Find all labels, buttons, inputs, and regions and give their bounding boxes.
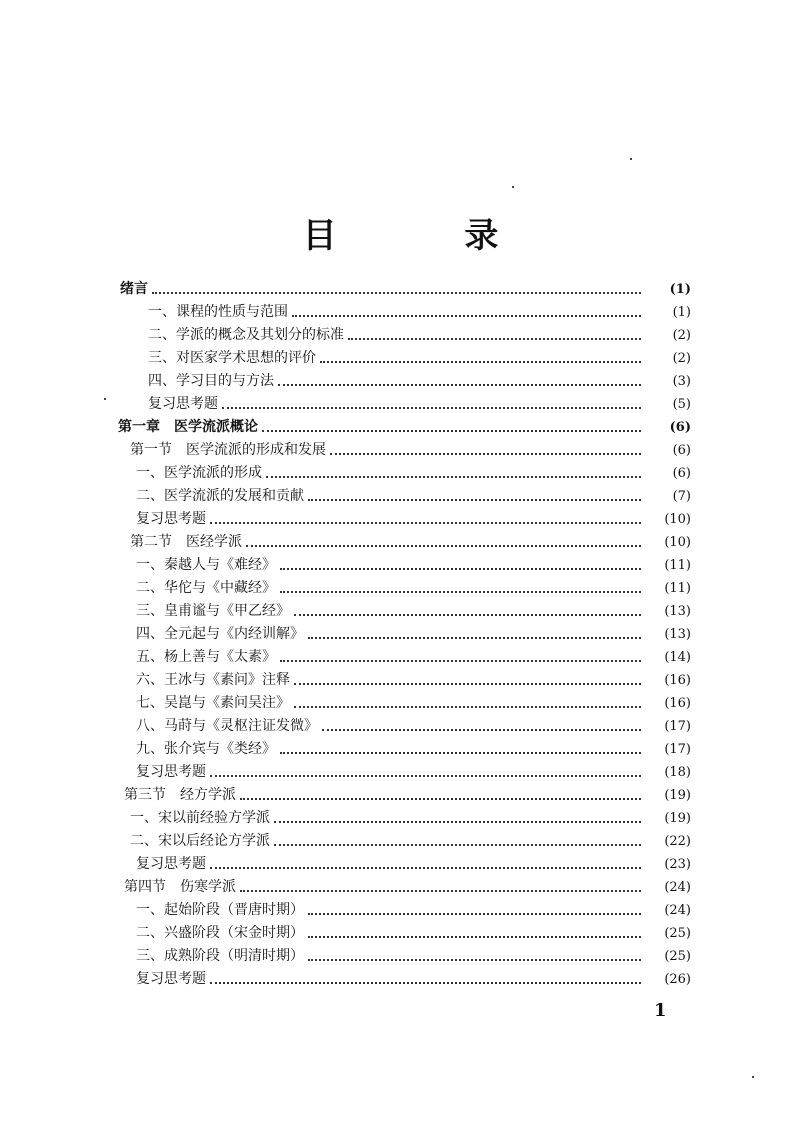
- toc-entry: [136, 623, 691, 645]
- toc-entry-label: 第一节 医学流派的形成和发展: [130, 442, 326, 458]
- toc-entry-label: 三、皇甫谧与《甲乙经》: [136, 603, 290, 619]
- toc-entry-page: (24): [664, 903, 691, 918]
- leader-dots: [210, 855, 641, 869]
- leader-dots: [280, 579, 641, 593]
- toc-entry: [136, 669, 691, 691]
- scan-speck: [512, 186, 514, 188]
- leader-dots: [322, 717, 641, 731]
- toc-entry-page: (2): [672, 328, 691, 343]
- toc-entry-page: (22): [664, 834, 691, 849]
- toc-entry-label: 一、医学流派的形成: [136, 465, 262, 481]
- leader-dots: [152, 280, 641, 294]
- leader-dots: [274, 809, 641, 823]
- scan-speck: [104, 398, 106, 400]
- leader-dots: [210, 970, 641, 984]
- toc-section-entry: [130, 439, 691, 461]
- toc-entry: [148, 301, 691, 323]
- toc-entry: [136, 554, 691, 576]
- toc-entry-label: 四、学习目的与方法: [148, 373, 274, 389]
- toc-entry-label: 九、张介宾与《类经》: [136, 741, 276, 757]
- toc-entry: [148, 370, 691, 392]
- toc-entry-label: 一、课程的性质与范围: [148, 304, 288, 320]
- toc-section-entry: [124, 784, 691, 806]
- toc-entry-page: (16): [664, 673, 691, 688]
- toc-entry-page: (5): [672, 397, 691, 412]
- toc-section-entry: [124, 876, 691, 898]
- toc-entry-label: 四、全元起与《内经训解》: [136, 626, 304, 642]
- leader-dots: [280, 648, 641, 662]
- toc-entry-page: (13): [664, 604, 691, 619]
- toc-entry-page: (24): [664, 880, 691, 895]
- toc-entry-label: 三、成熟阶段（明清时期）: [136, 948, 304, 964]
- toc-entry: [136, 738, 691, 760]
- leader-dots: [266, 464, 641, 478]
- leader-dots: [262, 418, 641, 432]
- toc-entry-page: (13): [664, 627, 691, 642]
- toc-entry-page: (16): [664, 696, 691, 711]
- toc-entry-page: (17): [664, 742, 691, 757]
- leader-dots: [308, 924, 641, 938]
- toc-entry-page: (3): [672, 374, 691, 389]
- toc-entry: [148, 347, 691, 369]
- leader-dots: [294, 671, 641, 685]
- leader-dots: [240, 786, 641, 800]
- leader-dots: [210, 510, 641, 524]
- toc-entry-label: 二、医学流派的发展和贡献: [136, 488, 304, 504]
- leader-dots: [222, 395, 641, 409]
- toc-entry-label: 一、秦越人与《难经》: [136, 557, 276, 573]
- toc-entry-label: 二、兴盛阶段（宋金时期）: [136, 925, 304, 941]
- toc-entry-label: 二、华佗与《中藏经》: [136, 580, 276, 596]
- leader-dots: [280, 740, 641, 754]
- toc-entry-page: (10): [664, 535, 691, 550]
- toc-entry: [148, 324, 691, 346]
- toc-entry: [136, 462, 691, 484]
- toc-entry-page: (11): [664, 581, 691, 596]
- leader-dots: [274, 832, 641, 846]
- toc-entry: [136, 600, 691, 622]
- toc-entry: [136, 508, 691, 530]
- toc-entry-page: (25): [664, 926, 691, 941]
- toc-entry-label: 第二节 医经学派: [130, 534, 242, 550]
- toc-entry-label: 二、宋以后经论方学派: [130, 833, 270, 849]
- toc-entry-page: (10): [664, 512, 691, 527]
- toc-entry-label: 绪言: [120, 281, 148, 297]
- toc-entry: [136, 853, 691, 875]
- toc-entry-label: 八、马莳与《灵枢注证发微》: [136, 718, 318, 734]
- toc-entry: [136, 692, 691, 714]
- leader-dots: [308, 625, 641, 639]
- toc-entry-label: 第三节 经方学派: [124, 787, 236, 803]
- toc-entry: [148, 393, 691, 415]
- toc-entry-label: 复习思考题: [136, 971, 206, 987]
- leader-dots: [330, 441, 641, 455]
- toc-entry-label: 二、学派的概念及其划分的标准: [148, 327, 344, 343]
- toc-entry-page: (18): [664, 765, 691, 780]
- scan-speck: [752, 1076, 754, 1078]
- toc-entry-label: 一、起始阶段（晋唐时期）: [136, 902, 304, 918]
- toc-entry: [136, 485, 691, 507]
- leader-dots: [278, 372, 641, 386]
- toc-entry-label: 第一章 医学流派概论: [118, 419, 258, 435]
- leader-dots: [308, 947, 641, 961]
- toc-entry-page: (19): [664, 788, 691, 803]
- leader-dots: [308, 901, 641, 915]
- toc-entry: [136, 577, 691, 599]
- toc-entry: [136, 715, 691, 737]
- toc-entry-label: 六、王冰与《素问》注释: [136, 672, 290, 688]
- toc-entry-label: 第四节 伤寒学派: [124, 879, 236, 895]
- toc-entry-page: (1): [669, 282, 691, 297]
- leader-dots: [320, 349, 641, 363]
- toc-entry: [136, 899, 691, 921]
- leader-dots: [292, 303, 641, 317]
- leader-dots: [294, 602, 641, 616]
- toc-entry: [136, 922, 691, 944]
- toc-entry: [130, 807, 691, 829]
- page-number: 1: [654, 1000, 667, 1021]
- toc-entry-page: (6): [672, 466, 691, 481]
- toc-entry-page: (19): [664, 811, 691, 826]
- toc-entry-page: (2): [672, 351, 691, 366]
- toc-entry-label: 复习思考题: [136, 764, 206, 780]
- leader-dots: [294, 694, 641, 708]
- toc-entry: [136, 646, 691, 668]
- scan-speck: [630, 158, 632, 160]
- toc-entry-label: 复习思考题: [136, 856, 206, 872]
- toc-entry-label: 一、宋以前经验方学派: [130, 810, 270, 826]
- toc-entry: [136, 945, 691, 967]
- toc-entry-page: (7): [672, 489, 691, 504]
- toc-entry-page: (6): [669, 420, 691, 435]
- toc-entry: [130, 830, 691, 852]
- toc-entry: [136, 761, 691, 783]
- toc-entry-label: 复习思考题: [136, 511, 206, 527]
- toc-entry-page: (6): [672, 443, 691, 458]
- leader-dots: [348, 326, 641, 340]
- toc-entry: [120, 278, 691, 300]
- page-title: 目 录: [302, 216, 557, 256]
- toc-entry-page: (26): [664, 972, 691, 987]
- toc-entry-page: (23): [664, 857, 691, 872]
- toc-entry-page: (11): [664, 558, 691, 573]
- toc-entry-label: 七、吴崑与《素问吴注》: [136, 695, 290, 711]
- toc-chapter-entry: [118, 416, 691, 438]
- toc-entry-label: 五、杨上善与《太素》: [136, 649, 276, 665]
- leader-dots: [280, 556, 641, 570]
- toc-entry-page: (17): [664, 719, 691, 734]
- leader-dots: [308, 487, 641, 501]
- toc-entry-page: (1): [672, 305, 691, 320]
- toc-entry-label: 三、对医家学术思想的评价: [148, 350, 316, 366]
- leader-dots: [210, 763, 641, 777]
- toc-entry: [136, 968, 691, 990]
- toc-entry-label: 复习思考题: [148, 396, 218, 412]
- leader-dots: [240, 878, 641, 892]
- toc-entry-page: (14): [664, 650, 691, 665]
- toc-section-entry: [130, 531, 691, 553]
- toc-entry-page: (25): [664, 949, 691, 964]
- leader-dots: [246, 533, 641, 547]
